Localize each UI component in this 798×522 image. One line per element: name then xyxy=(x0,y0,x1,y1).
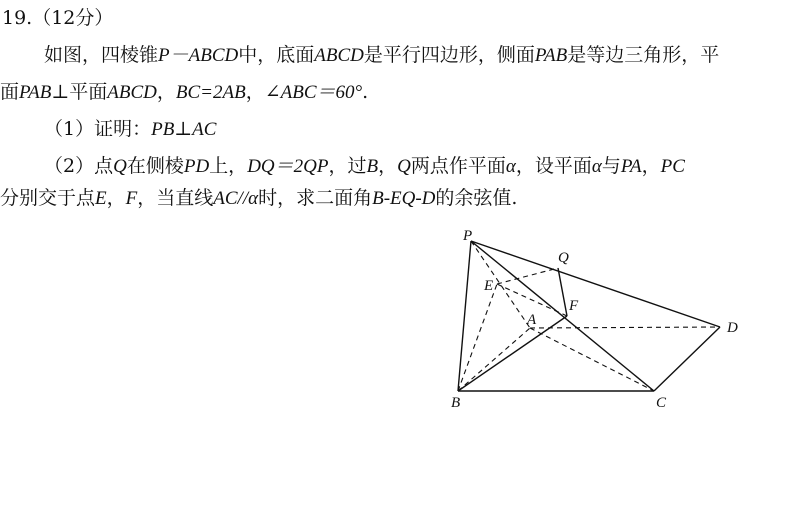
text-segment: 的余弦值. xyxy=(435,187,518,209)
label-p: P xyxy=(463,228,473,244)
edge-pb xyxy=(458,241,471,391)
text-segment: ， xyxy=(378,155,398,177)
edge-pd xyxy=(471,241,720,327)
text-segment: 是平行四边形，侧面 xyxy=(363,44,535,66)
text-segment: ，过 xyxy=(328,155,367,177)
text-segment: 是等边三角形，平 xyxy=(567,44,720,66)
text-segment: 在侧棱 xyxy=(126,155,184,177)
pyramid-name: P－ABCD xyxy=(158,45,239,66)
edge-pc: PC xyxy=(660,156,685,177)
text-segment: ， xyxy=(106,187,126,209)
dq-condition: DQ＝2QP xyxy=(247,156,329,177)
point-q: Q xyxy=(397,156,411,177)
label-q: Q xyxy=(558,250,569,266)
text-segment: 时，求二面角 xyxy=(258,187,373,209)
text-segment: ， xyxy=(245,81,265,103)
point-e: E xyxy=(95,188,107,209)
segment-bf xyxy=(458,316,567,391)
edge-ad xyxy=(530,327,720,328)
diagonal-ac xyxy=(530,328,654,391)
label-d: D xyxy=(727,320,738,336)
part-2-label: （2）点 xyxy=(44,155,114,177)
text-segment: 与 xyxy=(601,155,621,177)
base-name: ABCD xyxy=(107,82,157,103)
bc-condition: BC=2AB xyxy=(175,82,246,103)
hidden-edges xyxy=(458,241,720,391)
solid-edges xyxy=(458,241,720,391)
dihedral-angle-name: B-EQ-D xyxy=(372,188,436,209)
part-1-label: （1）证明： xyxy=(44,118,152,140)
text-segment: 如图，四棱锥 xyxy=(44,44,159,66)
label-e: E xyxy=(484,278,494,294)
angle-condition: ∠ABC＝60° xyxy=(264,82,363,103)
point-b: B xyxy=(366,156,379,177)
edge-ab xyxy=(458,328,530,391)
text-segment: 分别交于点 xyxy=(0,187,96,209)
edge-pa xyxy=(471,241,530,328)
part-1-expression: PB⊥AC xyxy=(151,119,217,140)
point-q: Q xyxy=(113,156,127,177)
label-a: A xyxy=(527,312,537,328)
face-name: PAB xyxy=(534,45,568,66)
plane-alpha: α xyxy=(591,156,602,177)
label-f: F xyxy=(569,298,579,314)
text-segment: ⊥平面 xyxy=(51,81,108,103)
edge-pd: PD xyxy=(183,156,210,177)
segment-qf xyxy=(558,268,567,316)
label-c: C xyxy=(656,395,667,411)
text-segment: 两点作平面 xyxy=(410,155,506,177)
plane-alpha: α xyxy=(505,156,516,177)
segment-be xyxy=(458,284,497,391)
edge-cd xyxy=(654,327,720,391)
base-name: ABCD xyxy=(314,45,364,66)
face-name: PAB xyxy=(19,82,52,103)
ac-parallel-condition: AC//α xyxy=(213,188,259,209)
text-segment: 上， xyxy=(209,155,248,177)
text-segment: ，当直线 xyxy=(137,187,214,209)
text-segment: ， xyxy=(641,155,661,177)
edge-pa: PA xyxy=(620,156,642,177)
point-f: F xyxy=(125,188,138,209)
text-segment: ，设平面 xyxy=(515,155,592,177)
label-b: B xyxy=(451,395,461,411)
text-segment: 中，底面 xyxy=(238,44,315,66)
text-segment: . xyxy=(362,81,369,103)
text-segment: ， xyxy=(156,81,176,103)
text-segment: 面 xyxy=(0,81,20,103)
problem-header: 19.（12分） xyxy=(2,7,114,29)
